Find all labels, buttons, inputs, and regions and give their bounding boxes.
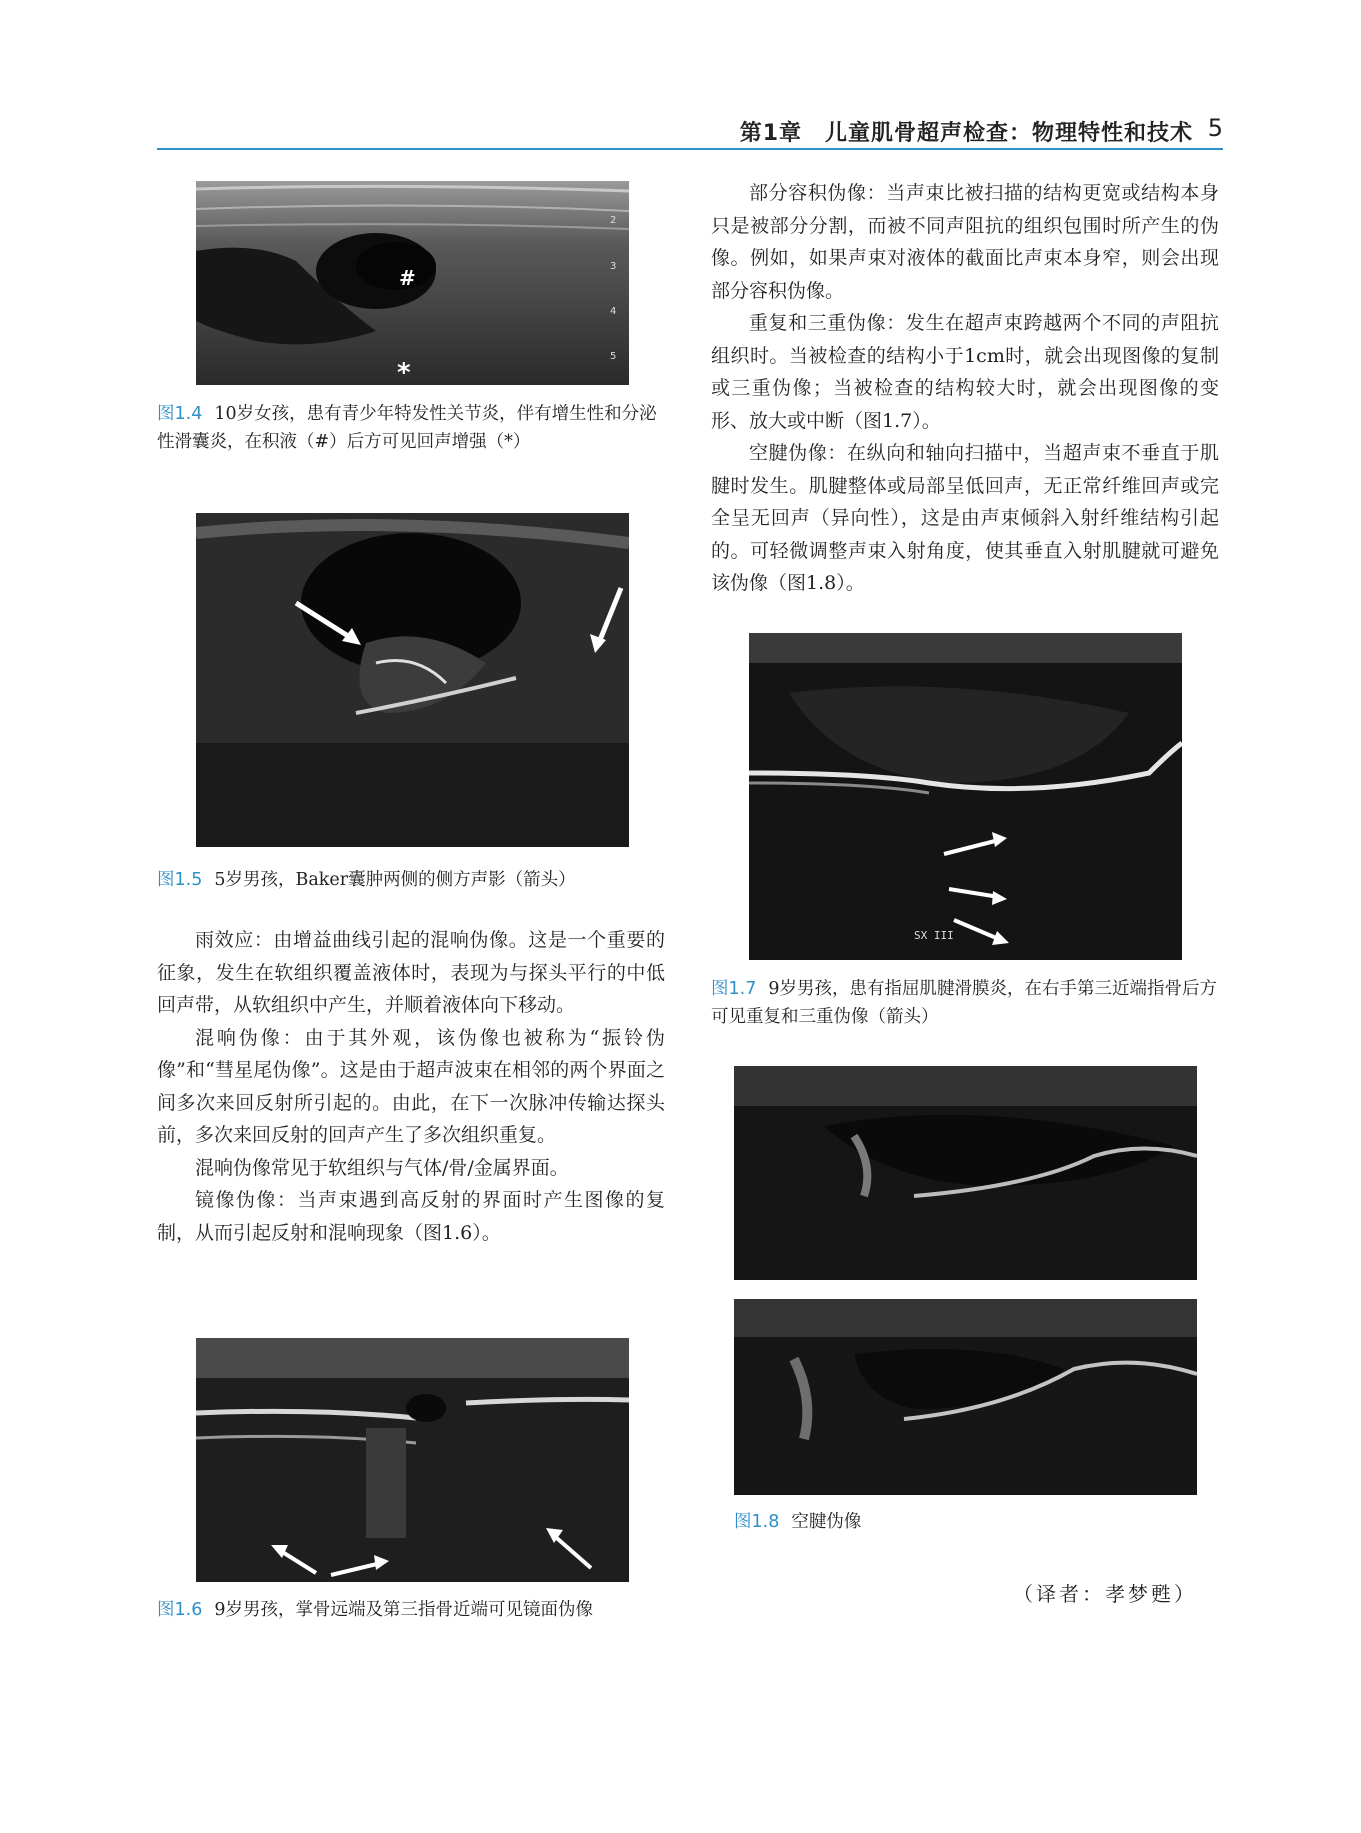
figure-1-6-caption-text: 9岁男孩，掌骨远端及第三指骨近端可见镜面伪像 [214, 1600, 593, 1620]
figure-1-5-number: 图1.5 [157, 870, 203, 890]
running-header [157, 112, 1223, 150]
figure-1-6-image [196, 1338, 629, 1582]
figure-1-4-caption-text: 10岁女孩，患有青少年特发性关节炎，伴有增生性和分泌性滑囊炎，在积液（#）后方可见回声增强（*） [157, 404, 657, 452]
paragraph-mirror-artifact: 镜像伪像：当声束遇到高反射的界面时产生图像的复制，从而引起反射和混响现象（图1.6）。 [157, 1189, 665, 1244]
translator-credit: （译者：孝梦甦） [1013, 1582, 1197, 1606]
figure-1-4-caption [157, 400, 665, 456]
depth-tick: 5 [610, 351, 617, 362]
figure-1-8-number: 图1.8 [734, 1512, 780, 1532]
figure-1-4-image [196, 181, 629, 385]
paragraph-reverberation: 混响伪像：由于其外观，该伪像也被称为“振铃伪像”和“彗星尾伪像”。这是由于超声波束在相邻的两个界面之间多次来回反射所引起的。由此，在下一次脉冲传输达探头前，多次来回反射的回声产生了多次组织重复。 [157, 1026, 665, 1146]
header-rule [157, 148, 1223, 150]
paragraph-duplication: 重复和三重伪像：发生在超声束跨越两个不同的声阻抗组织时。当被检查的结构小于1cm时，就会出现图像的复制或三重伪像；当被检查的结构较大时，就会出现图像的变形、放大或中断（图1.7）。 [711, 312, 1219, 432]
figure-1-6-caption [157, 1596, 665, 1624]
figure-1-5-caption-text: 5岁男孩，Baker囊肿两侧的侧方声影（箭头） [214, 870, 576, 890]
figure-1-4-number: 图1.4 [157, 404, 203, 424]
figure-1-7-image [749, 633, 1182, 960]
depth-tick: 3 [610, 261, 617, 272]
depth-tick: 2 [610, 215, 617, 226]
right-body-text [711, 177, 1219, 600]
depth-tick: 4 [610, 306, 617, 317]
figure-1-7-caption-text: 9岁男孩，患有指屈肌腱滑膜炎，在右手第三近端指骨后方可见重复和三重伪像（箭头） [711, 979, 1217, 1027]
figure-1-7-caption [711, 975, 1219, 1031]
left-body-text [157, 924, 665, 1249]
paragraph-rain-effect: 雨效应：由增益曲线引起的混响伪像。这是一个重要的征象，发生在软组织覆盖液体时，表现为与探头平行的中低回声带，从软组织中产生，并顺着液体向下移动。 [157, 929, 665, 1016]
probe-label: SX III [914, 929, 954, 942]
figure-1-5-caption [157, 866, 665, 894]
asterisk-mark: * [397, 358, 411, 385]
figure-1-8-caption-text: 空腱伪像 [791, 1512, 862, 1532]
paragraph-empty-tendon: 空腱伪像：在纵向和轴向扫描中，当超声束不垂直于肌腱时发生。肌腱整体或局部呈低回声，无正常纤维回声或完全呈无回声（异向性），这是由声束倾斜入射纤维结构引起的。可轻微调整声束入射角度，使其垂直入射肌腱就可避免该伪像（图1.8）。 [711, 442, 1219, 594]
figure-1-5-image [196, 513, 629, 847]
paragraph-reverberation-common: 混响伪像常见于软组织与气体/骨/金属界面。 [195, 1156, 569, 1179]
figure-1-8-image-bottom [734, 1299, 1197, 1495]
paragraph-partial-volume: 部分容积伪像：当声束比被扫描的结构更宽或结构本身只是被部分分割，而被不同声阻抗的组织包围时所产生的伪像。例如，如果声束对液体的截面比声束本身窄，则会出现部分容积伪像。 [711, 182, 1219, 302]
page-number: 5 [1207, 114, 1223, 142]
figure-1-8-image-top [734, 1066, 1197, 1280]
chapter-title: 第1章 儿童肌骨超声检查：物理特性和技术 [739, 121, 1193, 146]
figure-1-7-number: 图1.7 [711, 979, 757, 999]
figure-1-6-number: 图1.6 [157, 1600, 203, 1620]
figure-1-8-caption [734, 1508, 1204, 1536]
hash-mark: # [399, 266, 416, 290]
